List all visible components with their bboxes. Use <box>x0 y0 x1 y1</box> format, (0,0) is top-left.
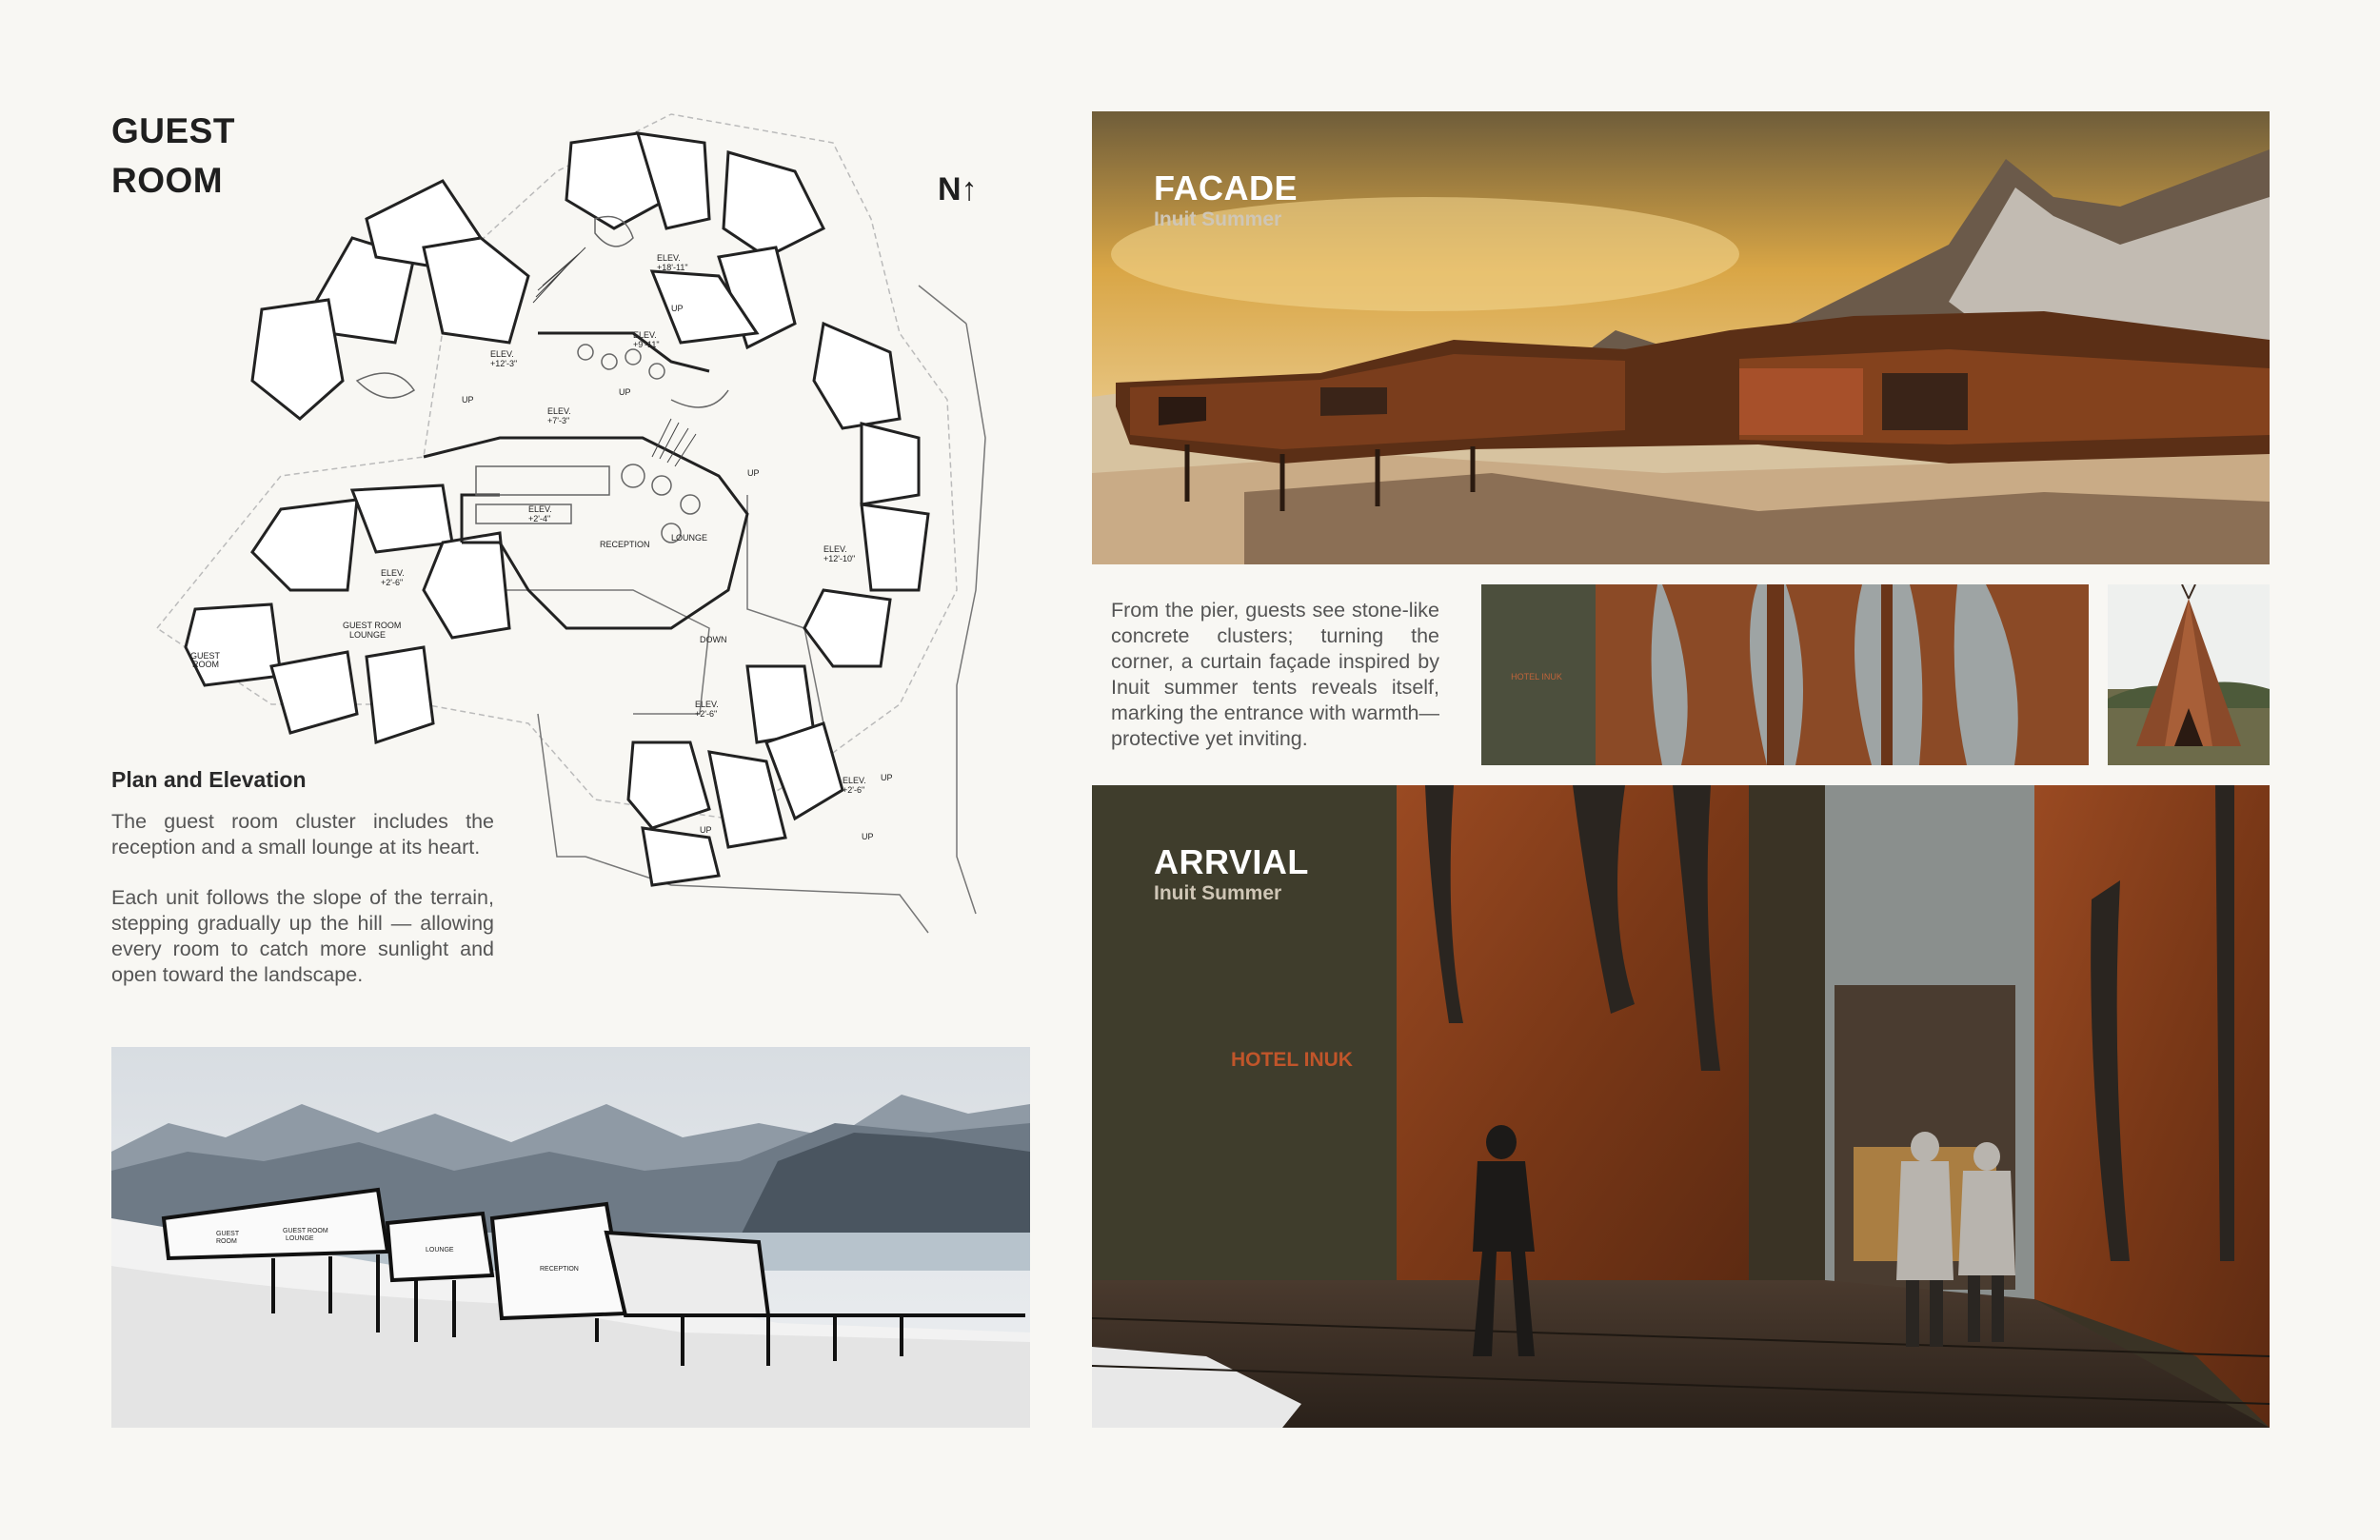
plan-label-elev-value: +9'-11" <box>633 340 660 349</box>
north-arrow-label: N↑ <box>938 171 978 207</box>
elevation-label-guest-room: GUEST <box>216 1231 240 1237</box>
plan-label-guest-room-lounge: GUEST ROOM <box>343 621 402 630</box>
plan-label-up: UP <box>619 387 631 397</box>
title-line-1: GUEST <box>111 111 235 150</box>
plan-label-down: DOWN <box>700 635 727 644</box>
title-line-2: ROOM <box>111 161 224 200</box>
plan-label-elev-value: +12'-10" <box>823 554 856 563</box>
section-subheading: Plan and Elevation <box>111 767 307 792</box>
arrival-render-image <box>1092 785 2270 1428</box>
inuit-tent-image <box>2108 584 2270 765</box>
plan-label-up: UP <box>671 304 684 313</box>
elevation-label-gr-lounge: GUEST ROOM <box>283 1228 328 1234</box>
arrival-label <box>1154 842 1309 905</box>
plan-label-elev: ELEV. <box>490 349 514 359</box>
elevation-label-lounge: LOUNGE <box>426 1247 454 1254</box>
plan-label-guest-room: ROOM <box>192 660 219 669</box>
plan-label-elev-value: +2'-4" <box>528 514 551 523</box>
paragraph-terrain: Each unit follows the slope of the terrain, stepping gradually up the hill — allowing every room to catch more sunlight and open toward the landscape. <box>111 886 494 986</box>
plan-label-elev: ELEV. <box>823 544 847 554</box>
facade-subtitle: Inuit Summer <box>1154 208 1282 230</box>
facade-detail-image <box>1481 584 2089 765</box>
facade-description: From the pier, guests see stone-like concrete clusters; turning the corner, a curtain façade inspired by Inuit summer tents reveals itself, marking the entrance with warmth—protective yet inviting. <box>1111 599 1439 750</box>
plan-label-elev: ELEV. <box>528 504 552 514</box>
plan-label-elev: ELEV. <box>633 330 657 340</box>
plan-label-elev: ELEV. <box>843 776 866 785</box>
facade-title: FACADE <box>1154 168 1299 207</box>
plan-label-elev: ELEV. <box>695 700 719 709</box>
plan-label-elev-value: +2'-6" <box>843 785 865 795</box>
paragraph-reception: The guest room cluster includes the reception and a small lounge at its heart. <box>111 810 494 859</box>
arrival-hotel-sign: HOTEL INUK <box>1231 1049 1353 1071</box>
facade-render-image <box>1092 111 2270 564</box>
elevation-label-reception: RECEPTION <box>540 1266 579 1273</box>
facade-label <box>1154 168 1298 231</box>
plan-label-elev-value: +18'-11" <box>657 263 688 272</box>
plan-label-elev: ELEV. <box>657 253 681 263</box>
plan-label-up: UP <box>462 395 474 405</box>
plan-label-reception: RECEPTION <box>600 540 650 549</box>
plan-label-lounge: LOUNGE <box>671 533 708 543</box>
plan-label-elev-value: +2'-6" <box>381 578 404 587</box>
plan-label-elev: ELEV. <box>547 406 571 416</box>
plan-label-up: UP <box>862 832 874 841</box>
plan-label-up: UP <box>747 468 760 478</box>
plan-label-guest-room-lounge: LOUNGE <box>349 630 387 640</box>
plan-label-elev-value: +12'-3" <box>490 359 518 368</box>
arrival-title: ARRVIAL <box>1154 842 1309 881</box>
elevation-label-guest-room: ROOM <box>216 1238 237 1245</box>
plan-label-elev-value: +2'-6" <box>695 709 718 719</box>
plan-label-up: UP <box>700 825 712 835</box>
elevation-section-image <box>111 1047 1030 1428</box>
arrival-subtitle: Inuit Summer <box>1154 882 1282 904</box>
elevation-label-gr-lounge: LOUNGE <box>286 1235 314 1242</box>
plan-label-elev: ELEV. <box>381 568 405 578</box>
plan-label-up: UP <box>881 773 893 782</box>
plan-label-guest-room: GUEST <box>190 651 221 661</box>
detail-hotel-sign: HOTEL INUK <box>1511 672 1562 681</box>
plan-label-elev-value: +7'-3" <box>547 416 570 425</box>
